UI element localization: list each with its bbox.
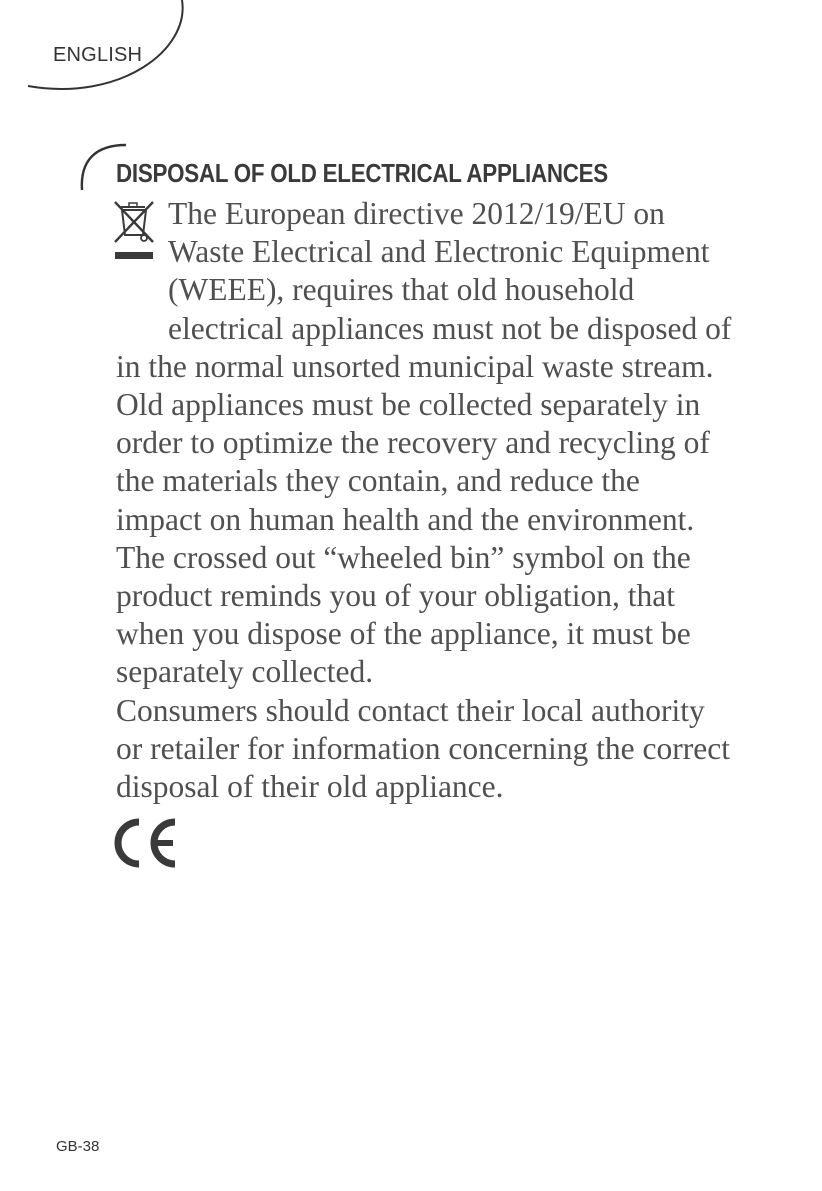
- language-label: ENGLISH: [53, 44, 143, 66]
- paragraph-contact-authority: [116, 692, 756, 807]
- text-line: The crossed out “wheeled bin” symbol on the: [116, 539, 691, 575]
- text-line: in the normal unsorted municipal waste stream.: [116, 348, 714, 384]
- paragraph-weee-directive: [116, 195, 756, 692]
- text-line: Old appliances must be collected separately in: [116, 387, 701, 423]
- text-line: disposal of their old appliance.: [116, 769, 504, 805]
- text-line: Consumers should contact their local authority: [116, 692, 705, 728]
- text-line: when you dispose of the appliance, it must be: [116, 616, 691, 652]
- text-line: product reminds you of your obligation, that: [116, 578, 676, 614]
- text-line: order to optimize the recovery and recycling of: [116, 425, 710, 461]
- text-line: separately collected.: [116, 654, 374, 690]
- text-line: or retailer for information concerning the correct: [116, 730, 730, 766]
- disposal-text: [116, 195, 756, 806]
- ce-mark-icon: [111, 818, 183, 868]
- text-line: impact on human health and the environment.: [116, 501, 695, 537]
- section-title: DISPOSAL OF OLD ELECTRICAL APPLIANCES: [116, 158, 608, 188]
- text-line: Waste Electrical and Electronic Equipment: [168, 234, 710, 270]
- text-line: electrical appliances must not be disposed of: [168, 310, 732, 346]
- page-number: GB-38: [56, 1138, 100, 1155]
- text-line: the materials they contain, and reduce the: [116, 463, 640, 499]
- text-line: (WEEE), requires that old household: [168, 272, 635, 308]
- text-line: The European directive 2012/19/EU on: [168, 196, 665, 231]
